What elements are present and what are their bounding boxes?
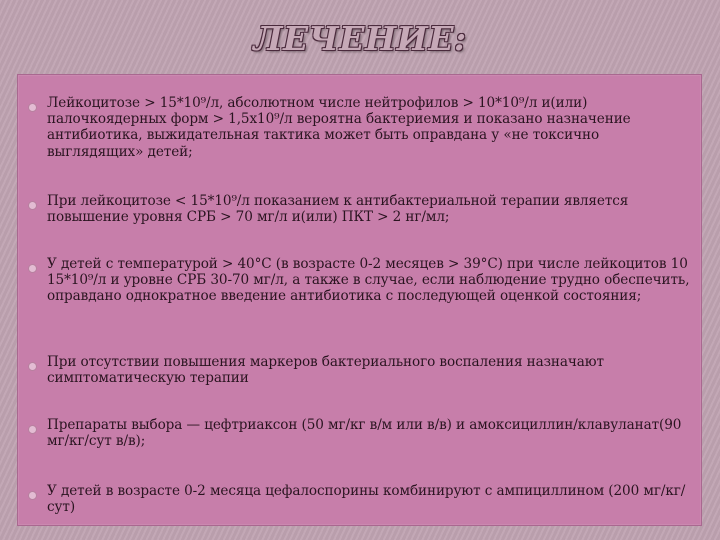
bullet-dot-icon — [28, 103, 37, 112]
bullet-text: При отсутствии повышения маркеров бактериального воспаления назначают симптоматическую терапии — [47, 354, 604, 387]
bullet-dot-icon — [28, 425, 37, 434]
bullet-text: Лейкоцитозе > 15*10⁹/л, абсолютном числе нейтрофилов > 10*10⁹/л и(или) палочкоядерных форм > 1,5х10⁹/л вероятна бактериемия и показано назначение антибиотика, выжидательная тактика может быть оправдана у «не токсично выглядящих» детей; — [47, 95, 631, 160]
bullet-dot-icon — [28, 491, 37, 500]
bullet-text: Препараты выбора — цефтриаксон (50 мг/кг в/м или в/в) и амоксициллин/клавуланат(90 мг/кг/сут в/в); — [47, 417, 682, 450]
bullet-list — [18, 75, 701, 525]
bullet-text: У детей с температурой > 40°С (в возрасте 0-2 месяцев > 39°С) при числе лейкоцитов 10 15*10⁹/л и уровне СРБ 30-70 мг/л, а также в случае, если наблюдение трудно обеспечить, оправдано однократное введение антибиотика с последующей оценкой состояния; — [47, 256, 690, 305]
slide-title: ЛЕЧЕНИЕ: — [253, 19, 467, 58]
bullet-dot-icon — [28, 264, 37, 273]
bullet-dot-icon — [28, 201, 37, 210]
bullet-text: При лейкоцитозе < 15*10⁹/л показанием к антибактериальной терапии является повышение уровня СРБ > 70 мг/л и(или) ПКТ > 2 нг/мл; — [47, 193, 629, 226]
bullet-text: У детей в возрасте 0-2 месяца цефалоспорины комбинируют с ампициллином (200 мг/кг/сут) — [47, 483, 686, 516]
bullet-dot-icon — [28, 362, 37, 371]
content-panel — [17, 74, 702, 526]
